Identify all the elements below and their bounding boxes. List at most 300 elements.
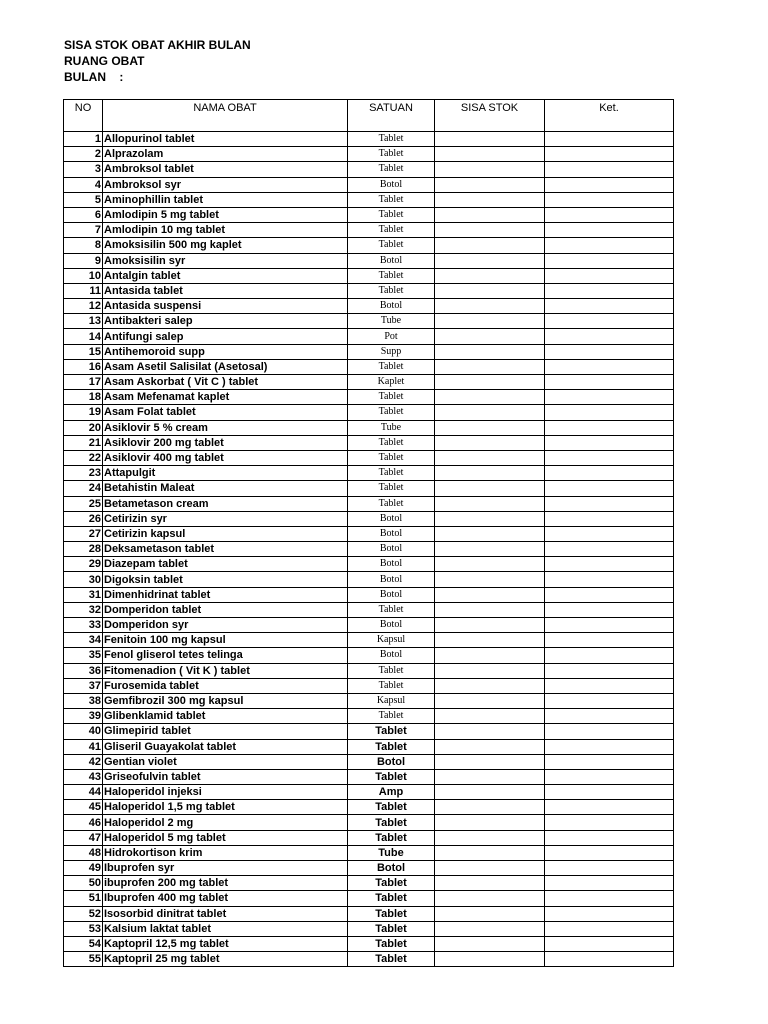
notes-cell — [545, 177, 674, 192]
remaining-stock-cell — [435, 132, 545, 147]
table-row — [64, 511, 674, 526]
remaining-stock-cell — [435, 891, 545, 906]
drug-name: Kaptopril 12,5 mg tablet — [103, 936, 348, 951]
unit-cell: Tube — [348, 420, 435, 435]
table-row — [64, 314, 674, 329]
notes-cell — [545, 526, 674, 541]
row-number: 51 — [64, 891, 103, 906]
drug-name: Gentian violet — [103, 754, 348, 769]
remaining-stock-cell — [435, 542, 545, 557]
unit-cell: Tablet — [348, 192, 435, 207]
notes-cell — [545, 253, 674, 268]
table-row — [64, 633, 674, 648]
notes-cell — [545, 435, 674, 450]
remaining-stock-cell — [435, 511, 545, 526]
unit-cell: Botol — [348, 542, 435, 557]
row-number: 31 — [64, 587, 103, 602]
unit-cell: Tablet — [348, 283, 435, 298]
table-row — [64, 268, 674, 283]
table-row — [64, 678, 674, 693]
remaining-stock-cell — [435, 663, 545, 678]
document-subtitle: RUANG OBAT — [64, 54, 145, 68]
unit-cell: Botol — [348, 861, 435, 876]
row-number: 28 — [64, 542, 103, 557]
row-number: 50 — [64, 876, 103, 891]
unit-cell: Tablet — [348, 602, 435, 617]
remaining-stock-cell — [435, 830, 545, 845]
notes-cell — [545, 268, 674, 283]
remaining-stock-cell — [435, 724, 545, 739]
table-row — [64, 299, 674, 314]
row-number: 41 — [64, 739, 103, 754]
notes-cell — [545, 572, 674, 587]
notes-cell — [545, 815, 674, 830]
drug-name: Ambroksol tablet — [103, 162, 348, 177]
row-number: 11 — [64, 283, 103, 298]
notes-cell — [545, 724, 674, 739]
notes-cell — [545, 238, 674, 253]
unit-cell: Botol — [348, 618, 435, 633]
table-row — [64, 739, 674, 754]
table-row — [64, 329, 674, 344]
row-number: 49 — [64, 861, 103, 876]
unit-cell: Tablet — [348, 936, 435, 951]
table-row — [64, 283, 674, 298]
unit-cell: Tablet — [348, 921, 435, 936]
document-header — [64, 37, 251, 85]
row-number: 19 — [64, 405, 103, 420]
table-row — [64, 132, 674, 147]
notes-cell — [545, 496, 674, 511]
table-row — [64, 876, 674, 891]
remaining-stock-cell — [435, 618, 545, 633]
remaining-stock-cell — [435, 283, 545, 298]
unit-cell: Tablet — [348, 238, 435, 253]
drug-name: Diazepam tablet — [103, 557, 348, 572]
table-row — [64, 223, 674, 238]
unit-cell: Tablet — [348, 815, 435, 830]
remaining-stock-cell — [435, 906, 545, 921]
row-number: 4 — [64, 177, 103, 192]
table-row — [64, 709, 674, 724]
row-number: 8 — [64, 238, 103, 253]
table-row — [64, 542, 674, 557]
row-number: 42 — [64, 754, 103, 769]
row-number: 47 — [64, 830, 103, 845]
remaining-stock-cell — [435, 481, 545, 496]
row-number: 40 — [64, 724, 103, 739]
remaining-stock-cell — [435, 405, 545, 420]
remaining-stock-cell — [435, 921, 545, 936]
drug-name: Glibenklamid tablet — [103, 709, 348, 724]
table-row — [64, 769, 674, 784]
document-title: SISA STOK OBAT AKHIR BULAN — [64, 38, 251, 52]
remaining-stock-cell — [435, 192, 545, 207]
drug-name: Ibuprofen 400 mg tablet — [103, 891, 348, 906]
unit-cell: Tablet — [348, 207, 435, 222]
table-row — [64, 238, 674, 253]
stock-table — [63, 99, 674, 967]
column-header-nama-obat: NAMA OBAT — [103, 100, 348, 132]
unit-cell: Tablet — [348, 678, 435, 693]
remaining-stock-cell — [435, 359, 545, 374]
table-row — [64, 800, 674, 815]
notes-cell — [545, 283, 674, 298]
row-number: 48 — [64, 845, 103, 860]
row-number: 29 — [64, 557, 103, 572]
drug-name: Ambroksol syr — [103, 177, 348, 192]
unit-cell: Tablet — [348, 709, 435, 724]
table-row — [64, 405, 674, 420]
remaining-stock-cell — [435, 709, 545, 724]
unit-cell: Botol — [348, 557, 435, 572]
notes-cell — [545, 648, 674, 663]
drug-name: Furosemida tablet — [103, 678, 348, 693]
unit-cell: Tablet — [348, 769, 435, 784]
drug-name: Asam Askorbat ( Vit C ) tablet — [103, 375, 348, 390]
notes-cell — [545, 375, 674, 390]
notes-cell — [545, 739, 674, 754]
row-number: 16 — [64, 359, 103, 374]
drug-name: Haloperidol injeksi — [103, 785, 348, 800]
row-number: 30 — [64, 572, 103, 587]
notes-cell — [545, 633, 674, 648]
notes-cell — [545, 891, 674, 906]
row-number: 2 — [64, 147, 103, 162]
drug-name: Attapulgit — [103, 466, 348, 481]
unit-cell: Botol — [348, 511, 435, 526]
row-number: 27 — [64, 526, 103, 541]
table-row — [64, 618, 674, 633]
remaining-stock-cell — [435, 375, 545, 390]
row-number: 7 — [64, 223, 103, 238]
drug-name: Asiklovir 5 % cream — [103, 420, 348, 435]
row-number: 34 — [64, 633, 103, 648]
drug-name: Glimepirid tablet — [103, 724, 348, 739]
table-row — [64, 207, 674, 222]
table-row — [64, 177, 674, 192]
unit-cell: Tablet — [348, 450, 435, 465]
drug-name: Kalsium laktat tablet — [103, 921, 348, 936]
table-row — [64, 526, 674, 541]
unit-cell: Tablet — [348, 496, 435, 511]
row-number: 12 — [64, 299, 103, 314]
drug-name: Griseofulvin tablet — [103, 769, 348, 784]
unit-cell: Kapsul — [348, 693, 435, 708]
table-row — [64, 450, 674, 465]
unit-cell: Kapsul — [348, 633, 435, 648]
table-row — [64, 557, 674, 572]
row-number: 20 — [64, 420, 103, 435]
table-row — [64, 693, 674, 708]
drug-name: Antalgin tablet — [103, 268, 348, 283]
notes-cell — [545, 405, 674, 420]
drug-name: Antibakteri salep — [103, 314, 348, 329]
unit-cell: Tablet — [348, 359, 435, 374]
notes-cell — [545, 602, 674, 617]
drug-name: Asiklovir 200 mg tablet — [103, 435, 348, 450]
row-number: 22 — [64, 450, 103, 465]
month-label: BULAN : — [64, 70, 124, 84]
row-number: 18 — [64, 390, 103, 405]
notes-cell — [545, 861, 674, 876]
drug-name: Haloperidol 5 mg tablet — [103, 830, 348, 845]
table-row — [64, 952, 674, 967]
drug-name: Gliseril Guayakolat tablet — [103, 739, 348, 754]
table-body — [64, 132, 674, 967]
notes-cell — [545, 618, 674, 633]
unit-cell: Botol — [348, 526, 435, 541]
table-row — [64, 754, 674, 769]
row-number: 23 — [64, 466, 103, 481]
unit-cell: Botol — [348, 587, 435, 602]
notes-cell — [545, 709, 674, 724]
remaining-stock-cell — [435, 344, 545, 359]
unit-cell: Botol — [348, 648, 435, 663]
remaining-stock-cell — [435, 557, 545, 572]
row-number: 36 — [64, 663, 103, 678]
remaining-stock-cell — [435, 876, 545, 891]
drug-name: Hidrokortison krim — [103, 845, 348, 860]
drug-name: Gemfibrozil 300 mg kapsul — [103, 693, 348, 708]
row-number: 6 — [64, 207, 103, 222]
row-number: 53 — [64, 921, 103, 936]
table-row — [64, 724, 674, 739]
unit-cell: Botol — [348, 253, 435, 268]
row-number: 17 — [64, 375, 103, 390]
remaining-stock-cell — [435, 314, 545, 329]
remaining-stock-cell — [435, 223, 545, 238]
drug-name: Antasida suspensi — [103, 299, 348, 314]
table-row — [64, 359, 674, 374]
table-row — [64, 830, 674, 845]
drug-name: Fenitoin 100 mg kapsul — [103, 633, 348, 648]
table-row — [64, 602, 674, 617]
table-row — [64, 572, 674, 587]
drug-name: Asam Folat tablet — [103, 405, 348, 420]
remaining-stock-cell — [435, 602, 545, 617]
drug-name: Amoksisilin 500 mg kaplet — [103, 238, 348, 253]
row-number: 39 — [64, 709, 103, 724]
column-header-no: NO — [64, 100, 103, 132]
notes-cell — [545, 420, 674, 435]
row-number: 21 — [64, 435, 103, 450]
row-number: 35 — [64, 648, 103, 663]
notes-cell — [545, 223, 674, 238]
unit-cell: Supp — [348, 344, 435, 359]
unit-cell: Tablet — [348, 800, 435, 815]
notes-cell — [545, 344, 674, 359]
drug-name: Fitomenadion ( Vit K ) tablet — [103, 663, 348, 678]
unit-cell: Tablet — [348, 390, 435, 405]
table-row — [64, 891, 674, 906]
drug-name: Antihemoroid supp — [103, 344, 348, 359]
table-row — [64, 162, 674, 177]
drug-name: Asam Asetil Salisilat (Asetosal) — [103, 359, 348, 374]
drug-name: Amoksisilin syr — [103, 253, 348, 268]
notes-cell — [545, 769, 674, 784]
notes-cell — [545, 785, 674, 800]
unit-cell: Tablet — [348, 162, 435, 177]
row-number: 5 — [64, 192, 103, 207]
remaining-stock-cell — [435, 147, 545, 162]
notes-cell — [545, 132, 674, 147]
notes-cell — [545, 450, 674, 465]
row-number: 46 — [64, 815, 103, 830]
drug-name: Fenol gliserol tetes telinga — [103, 648, 348, 663]
drug-name: Amlodipin 5 mg tablet — [103, 207, 348, 222]
remaining-stock-cell — [435, 526, 545, 541]
remaining-stock-cell — [435, 587, 545, 602]
table-row — [64, 648, 674, 663]
row-number: 26 — [64, 511, 103, 526]
remaining-stock-cell — [435, 496, 545, 511]
table-row — [64, 466, 674, 481]
unit-cell: Tube — [348, 845, 435, 860]
drug-name: Ibuprofen syr — [103, 861, 348, 876]
table-row — [64, 435, 674, 450]
row-number: 33 — [64, 618, 103, 633]
drug-name: Digoksin tablet — [103, 572, 348, 587]
remaining-stock-cell — [435, 162, 545, 177]
notes-cell — [545, 845, 674, 860]
remaining-stock-cell — [435, 268, 545, 283]
notes-cell — [545, 147, 674, 162]
row-number: 38 — [64, 693, 103, 708]
drug-name: Amlodipin 10 mg tablet — [103, 223, 348, 238]
unit-cell: Tablet — [348, 223, 435, 238]
unit-cell: Tablet — [348, 435, 435, 450]
row-number: 15 — [64, 344, 103, 359]
notes-cell — [545, 693, 674, 708]
column-header-sisa-stok: SISA STOK — [435, 100, 545, 132]
row-number: 9 — [64, 253, 103, 268]
remaining-stock-cell — [435, 648, 545, 663]
remaining-stock-cell — [435, 450, 545, 465]
remaining-stock-cell — [435, 253, 545, 268]
remaining-stock-cell — [435, 633, 545, 648]
table-row — [64, 496, 674, 511]
table-row — [64, 481, 674, 496]
row-number: 13 — [64, 314, 103, 329]
remaining-stock-cell — [435, 678, 545, 693]
drug-name: Domperidon tablet — [103, 602, 348, 617]
remaining-stock-cell — [435, 952, 545, 967]
notes-cell — [545, 678, 674, 693]
remaining-stock-cell — [435, 238, 545, 253]
row-number: 14 — [64, 329, 103, 344]
drug-name: Dimenhidrinat tablet — [103, 587, 348, 602]
notes-cell — [545, 314, 674, 329]
row-number: 45 — [64, 800, 103, 815]
drug-name: Aminophillin tablet — [103, 192, 348, 207]
notes-cell — [545, 663, 674, 678]
unit-cell: Botol — [348, 177, 435, 192]
row-number: 1 — [64, 132, 103, 147]
drug-name: Domperidon syr — [103, 618, 348, 633]
notes-cell — [545, 481, 674, 496]
table-row — [64, 390, 674, 405]
notes-cell — [545, 921, 674, 936]
remaining-stock-cell — [435, 299, 545, 314]
unit-cell: Tablet — [348, 906, 435, 921]
notes-cell — [545, 876, 674, 891]
unit-cell: Tablet — [348, 268, 435, 283]
table-row — [64, 936, 674, 951]
remaining-stock-cell — [435, 861, 545, 876]
notes-cell — [545, 587, 674, 602]
drug-name: Haloperidol 2 mg — [103, 815, 348, 830]
remaining-stock-cell — [435, 572, 545, 587]
drug-name: Betahistin Maleat — [103, 481, 348, 496]
notes-cell — [545, 754, 674, 769]
unit-cell: Tablet — [348, 724, 435, 739]
notes-cell — [545, 906, 674, 921]
row-number: 24 — [64, 481, 103, 496]
remaining-stock-cell — [435, 754, 545, 769]
unit-cell: Tablet — [348, 147, 435, 162]
drug-name: Asam Mefenamat kaplet — [103, 390, 348, 405]
table-row — [64, 375, 674, 390]
drug-name: Asiklovir 400 mg tablet — [103, 450, 348, 465]
unit-cell: Tablet — [348, 952, 435, 967]
row-number: 37 — [64, 678, 103, 693]
remaining-stock-cell — [435, 435, 545, 450]
row-number: 3 — [64, 162, 103, 177]
unit-cell: Tablet — [348, 405, 435, 420]
unit-cell: Tablet — [348, 739, 435, 754]
remaining-stock-cell — [435, 769, 545, 784]
row-number: 43 — [64, 769, 103, 784]
remaining-stock-cell — [435, 420, 545, 435]
notes-cell — [545, 162, 674, 177]
unit-cell: Tube — [348, 314, 435, 329]
column-header-ket: Ket. — [545, 100, 674, 132]
row-number: 55 — [64, 952, 103, 967]
drug-name: Allopurinol tablet — [103, 132, 348, 147]
remaining-stock-cell — [435, 207, 545, 222]
table-row — [64, 192, 674, 207]
drug-name: Cetirizin kapsul — [103, 526, 348, 541]
table-row — [64, 147, 674, 162]
table-row — [64, 785, 674, 800]
column-header-satuan: SATUAN — [348, 100, 435, 132]
notes-cell — [545, 207, 674, 222]
remaining-stock-cell — [435, 845, 545, 860]
unit-cell: Pot — [348, 329, 435, 344]
row-number: 10 — [64, 268, 103, 283]
unit-cell: Tablet — [348, 876, 435, 891]
drug-name: Alprazolam — [103, 147, 348, 162]
table-row — [64, 420, 674, 435]
notes-cell — [545, 359, 674, 374]
table-row — [64, 815, 674, 830]
table-row — [64, 253, 674, 268]
unit-cell: Kaplet — [348, 375, 435, 390]
row-number: 52 — [64, 906, 103, 921]
remaining-stock-cell — [435, 693, 545, 708]
unit-cell: Botol — [348, 754, 435, 769]
unit-cell: Tablet — [348, 481, 435, 496]
drug-name: Cetirizin syr — [103, 511, 348, 526]
remaining-stock-cell — [435, 815, 545, 830]
row-number: 25 — [64, 496, 103, 511]
drug-name: Deksametason tablet — [103, 542, 348, 557]
table-row — [64, 587, 674, 602]
notes-cell — [545, 299, 674, 314]
unit-cell: Tablet — [348, 891, 435, 906]
remaining-stock-cell — [435, 177, 545, 192]
